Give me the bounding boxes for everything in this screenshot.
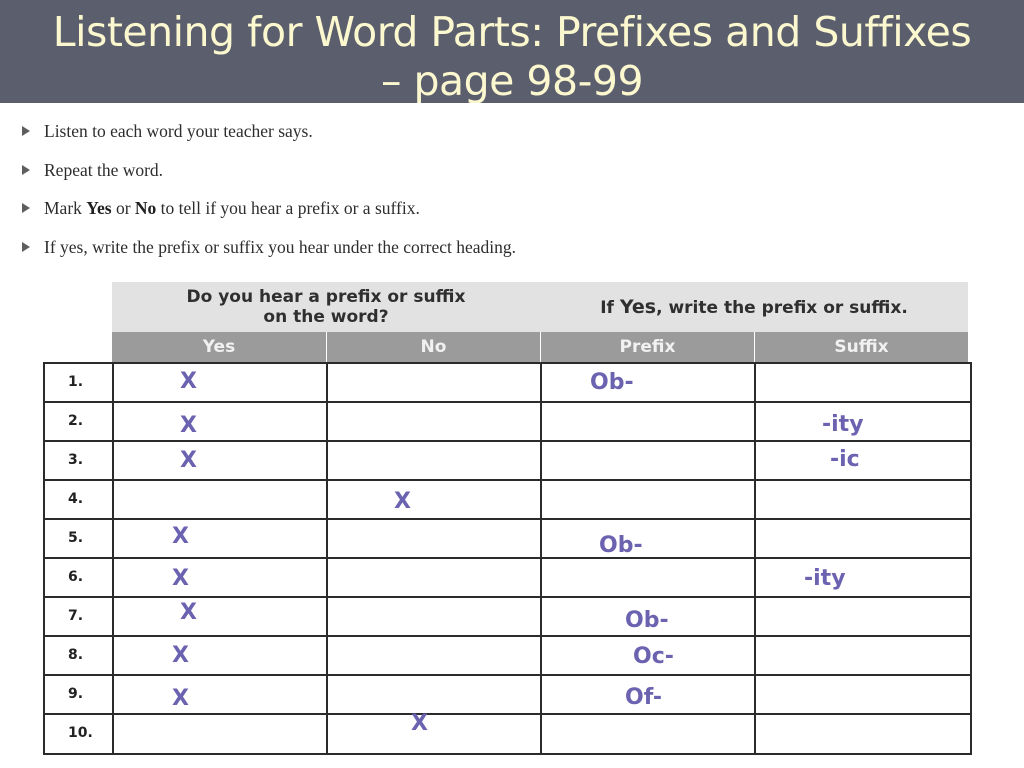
header-right-post: , write the prefix or suffix.: [656, 297, 908, 318]
column-divider: [970, 362, 972, 755]
column-header-no: No: [327, 332, 540, 362]
handwritten-suffix-answer: -ity: [822, 412, 864, 437]
instruction-text: Listen to each word your teacher says.: [44, 121, 313, 141]
handwritten-suffix-answer: -ity: [804, 566, 846, 591]
instruction-text: If yes, write the prefix or suffix you hear under the correct heading.: [44, 236, 516, 257]
handwritten-yes-answer: X: [172, 524, 189, 549]
row-number: 10.: [68, 725, 93, 741]
row-number: 1.: [68, 373, 84, 390]
handwritten-yes-answer: X: [180, 413, 197, 438]
handwritten-prefix-answer: Of-: [625, 685, 663, 710]
table-row: [43, 713, 970, 753]
slide-title-line-2: – page 98-99: [380, 57, 644, 103]
instruction-bold-yes: Yes: [86, 198, 112, 218]
handwritten-yes-answer: X: [180, 369, 197, 394]
instruction-text-pre: Mark: [44, 198, 87, 218]
handwritten-prefix-answer: Ob-: [599, 533, 643, 558]
handwritten-prefix-answer: Oc-: [633, 644, 674, 669]
slide-title-line-1: Listening for Word Parts: Prefixes and Suffixes: [52, 8, 972, 56]
table-row: [43, 479, 970, 518]
row-divider: [43, 753, 970, 755]
row-number: 7.: [68, 607, 84, 624]
column-header-yes: Yes: [112, 332, 326, 362]
instruction-text: Repeat the word.: [44, 159, 164, 180]
row-number: 8.: [68, 646, 84, 663]
handwritten-yes-answer: X: [172, 643, 189, 668]
handwritten-yes-answer: X: [180, 448, 197, 473]
header-write-prefix-suffix: [540, 282, 968, 332]
handwritten-yes-answer: X: [180, 600, 197, 625]
header-left-line-2: on the word?: [263, 307, 389, 327]
header-hear-prefix-suffix: [112, 282, 540, 332]
row-number: 5.: [68, 529, 84, 546]
column-header-prefix: Prefix: [541, 332, 754, 362]
column-header-suffix: Suffix: [755, 332, 968, 362]
row-number: 3.: [68, 451, 84, 468]
header-right-pre: If: [600, 297, 620, 318]
handwritten-no-answer: X: [394, 489, 411, 514]
instruction-text-mid: or: [111, 198, 135, 218]
handwritten-no-answer: X: [411, 711, 428, 736]
handwritten-yes-answer: X: [172, 686, 189, 711]
handwritten-suffix-answer: -ic: [830, 447, 860, 472]
header-left-line-1: Do you hear a prefix or suffix: [186, 287, 466, 307]
instruction-bold-no: No: [134, 198, 157, 218]
row-number: 4.: [68, 490, 84, 507]
row-number: 9.: [68, 685, 84, 702]
row-number: 6.: [68, 568, 84, 585]
instruction-text-post: to tell if you hear a prefix or a suffix.: [156, 198, 420, 218]
row-number: 2.: [68, 412, 84, 429]
handwritten-prefix-answer: Ob-: [590, 370, 634, 395]
handwritten-prefix-answer: Ob-: [625, 608, 669, 633]
handwritten-yes-answer: X: [172, 566, 189, 591]
header-right-bold: Yes: [619, 295, 657, 318]
